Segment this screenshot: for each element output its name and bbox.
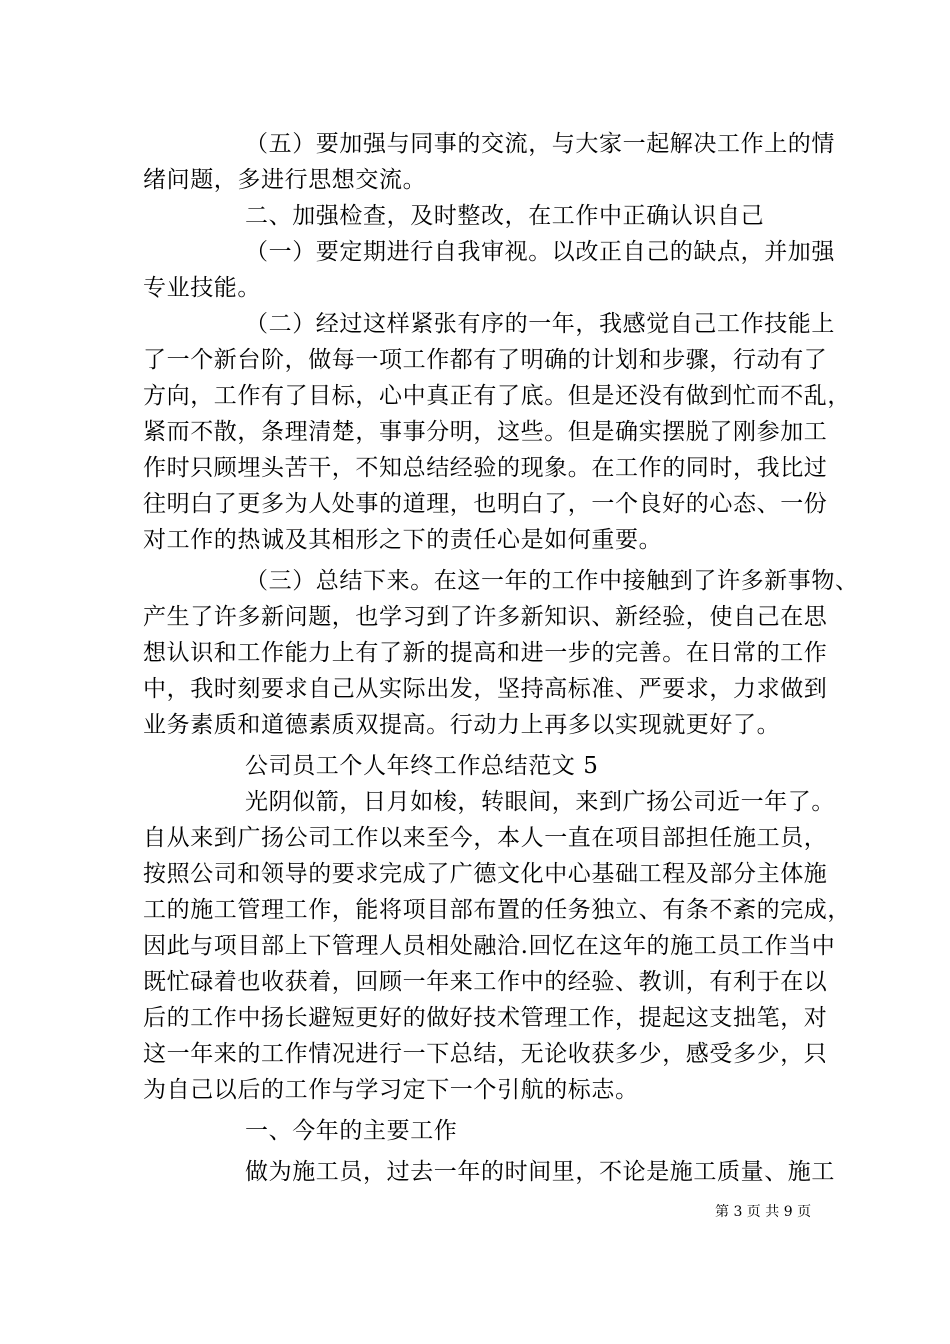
paragraph-line: 这一年来的工作情况进行一下总结，无论收获多少，感受多少，只 xyxy=(143,1041,828,1067)
paragraph-line: 产生了许多新问题，也学习到了许多新知识、新经验，使自己在思 xyxy=(143,604,828,630)
paragraph-line: 光阴似箭，日月如梭，转眼间，来到广扬公司近一年了。 xyxy=(245,789,835,815)
paragraph-line: 对工作的热诚及其相形之下的责任心是如何重要。 xyxy=(143,527,663,553)
page-number: 第 3 页 共 9 页 xyxy=(715,1204,812,1220)
paragraph-line: 往明白了更多为人处事的道理，也明白了，一个良好的心态、一份 xyxy=(143,491,828,517)
paragraph-line: 后的工作中扬长避短更好的做好技术管理工作，提起这支拙笔，对 xyxy=(143,1005,828,1031)
section-heading: 二、加强检查，及时整改，在工作中正确认识自己 xyxy=(245,203,765,229)
paragraph-line: 想认识和工作能力上有了新的提高和进一步的完善。在日常的工作 xyxy=(143,640,828,666)
paragraph-line: （五）要加强与同事的交流，与大家一起解决工作上的情 xyxy=(245,131,835,157)
paragraph-line: 中，我时刻要求自己从实际出发，坚持高标准、严要求，力求做到 xyxy=(143,676,828,702)
paragraph-line: 方向，工作有了目标，心中真正有了底。但是还没有做到忙而不乱， xyxy=(143,383,851,409)
paragraph-line: 紧而不散，条理清楚，事事分明，这些。但是确实摆脱了刚参加工 xyxy=(143,419,828,445)
paragraph-line: 既忙碌着也收获着，回顾一年来工作中的经验、教训，有利于在以 xyxy=(143,969,828,995)
paragraph-line: 工的施工管理工作，能将项目部布置的任务独立、有条不紊的完成， xyxy=(143,897,851,923)
section-heading: 一、今年的主要工作 xyxy=(245,1118,458,1144)
paragraph-line: 自从来到广扬公司工作以来至今，本人一直在项目部担任施工员， xyxy=(143,825,828,851)
paragraph-line: 绪问题，多进行思想交流。 xyxy=(143,167,427,193)
paragraph-line: 了一个新台阶，做每一项工作都有了明确的计划和步骤，行动有了 xyxy=(143,347,828,373)
document-title: 公司员工个人年终工作总结范文 5 xyxy=(245,753,599,779)
paragraph-line: 业务素质和道德素质双提高。行动力上再多以实现就更好了。 xyxy=(143,712,781,738)
paragraph-line: （二）经过这样紧张有序的一年，我感觉自己工作技能上 xyxy=(245,311,835,337)
paragraph-line: 专业技能。 xyxy=(143,275,261,301)
paragraph-line: （三）总结下来。在这一年的工作中接触到了许多新事物、 xyxy=(245,568,859,594)
paragraph-line: 按照公司和领导的要求完成了广德文化中心基础工程及部分主体施 xyxy=(143,861,828,887)
paragraph-line: 做为施工员，过去一年的时间里，不论是施工质量、施工 xyxy=(245,1159,835,1185)
paragraph-line: 因此与项目部上下管理人员相处融洽.回忆在这年的施工员工作当中 xyxy=(143,933,836,959)
paragraph-line: （一）要定期进行自我审视。以改正自己的缺点，并加强 xyxy=(245,239,835,265)
paragraph-line: 为自己以后的工作与学习定下一个引航的标志。 xyxy=(143,1077,639,1103)
paragraph-line: 作时只顾埋头苦干，不知总结经验的现象。在工作的同时，我比过 xyxy=(143,455,828,481)
